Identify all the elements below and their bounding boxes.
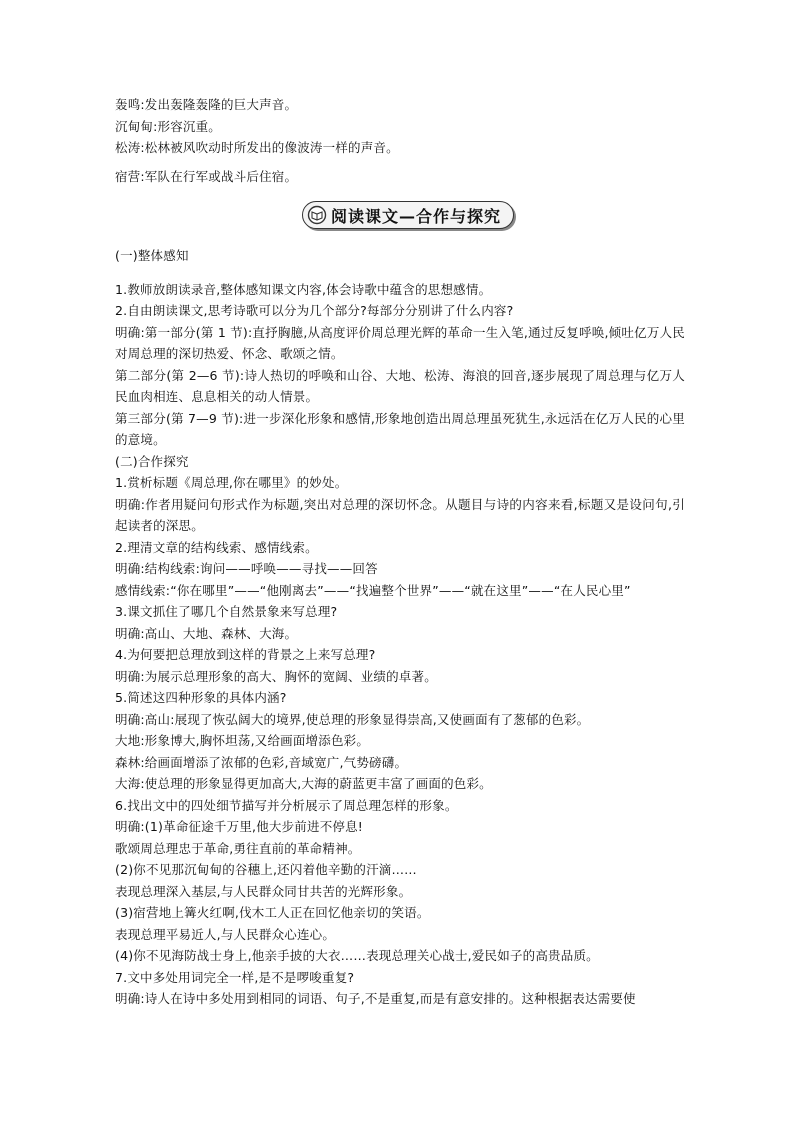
answer: 第二部分(第 2—6 节):诗人热切的呼唤和山谷、大地、松涛、海浪的回音,逐步展现了周总理与亿万人民血肉相连、息息相关的动人情景。 [115, 367, 685, 404]
answer: 明确:诗人在诗中多处用到相同的词语、句子,不是重复,而是有意安排的。这种根据表达需要使 [115, 991, 636, 1006]
answer: 明确:(1)革命征途千万里,他大步前进不停息! [115, 819, 364, 834]
question: 6.找出文中的四处细节描写并分析展示了周总理怎样的形象。 [115, 797, 458, 813]
vocab-entry: 轰鸣:发出轰隆轰隆的巨大声音。 [115, 97, 298, 112]
document-body [115, 94, 685, 1010]
answer: 明确:结构线索:询问——呼唤——寻找——回答 [115, 561, 378, 576]
section-banner [115, 201, 685, 231]
question: 2.理清文章的结构线索、感情线索。 [115, 539, 318, 555]
subsection-heading: (二)合作探究 [115, 453, 189, 469]
question: 4.为何要把总理放到这样的背景之上来写总理? [115, 647, 376, 662]
question: 2.自由朗读课文,思考诗歌可以分为几个部分?每部分分别讲了什么内容? [115, 303, 514, 318]
question: 1.赏析标题《周总理,你在哪里》的妙处。 [115, 475, 348, 490]
answer: 表现总理平易近人,与人民群众心连心。 [115, 926, 336, 942]
vocab-entry: 宿营:军队在行军或战斗后住宿。 [115, 168, 298, 184]
answer: 明确:第一部分(第 1 节):直抒胸臆,从高度评价周总理光辉的革命一生入笔,通过反复呼唤,倾吐亿万人民对周总理的深切热爱、怀念、歌颂之情。 [115, 324, 685, 361]
question: 7.文中多处用词完全一样,是不是啰唆重复? [115, 969, 355, 985]
vocab-entry: 松涛:松林被风吹动时所发出的像波涛一样的声音。 [115, 140, 399, 155]
answer: 明确:为展示总理形象的高大、胸怀的宽阔、业绩的卓著。 [115, 668, 437, 684]
book-badge-icon [307, 205, 327, 225]
section-banner-title: 阅读课文—合作与探究 [330, 206, 501, 226]
question: 3.课文抓住了哪几个自然景象来写总理? [115, 604, 338, 619]
answer: 歌颂周总理忠于革命,勇往直前的革命精神。 [115, 840, 361, 856]
section-banner-box [302, 201, 514, 229]
answer: (2)你不见那沉甸甸的谷穗上,还闪着他辛勤的汗滴…… [115, 862, 417, 877]
answer: (3)宿营地上篝火红啊,伐木工人正在回忆他亲切的笑语。 [115, 905, 430, 920]
answer: 大海:使总理的形象显得更加高大,大海的蔚蓝更丰富了画面的色彩。 [115, 776, 492, 791]
answer: 表现总理深入基层,与人民群众同甘共苦的光辉形象。 [115, 883, 412, 899]
answer: 森林:给画面增添了浓郁的色彩,音域宽广,气势磅礴。 [115, 754, 408, 770]
question: 1.教师放朗读录音,整体感知课文内容,体会诗歌中蕴含的思想感情。 [115, 281, 492, 297]
vocab-entry: 沉甸甸:形容沉重。 [115, 118, 222, 134]
answer: 大地:形象博大,胸怀坦荡,又给画面增添色彩。 [115, 733, 370, 748]
question: 5.简述这四种形象的具体内涵? [115, 690, 287, 705]
answer: 感情线索:“你在哪里”——“他刚离去”——“找遍整个世界”——“就在这里”——“在人民心里” [115, 582, 631, 598]
answer: 明确:高山、大地、森林、大海。 [115, 625, 298, 641]
answer: 明确:高山:展现了恢弘阔大的境界,使总理的形象显得崇高,又使画面有了葱郁的色彩。 [115, 711, 590, 727]
answer: (4)你不见海防战士身上,他亲手披的大衣……表现总理关心战士,爱民如子的高贵品质。 [115, 948, 599, 963]
subsection-heading: (一)整体感知 [115, 248, 189, 263]
answer: 明确:作者用疑问句形式作为标题,突出对总理的深切怀念。从题目与诗的内容来看,标题又是设问句,引起读者的深思。 [115, 496, 685, 533]
answer: 第三部分(第 7—9 节):进一步深化形象和感情,形象地创造出周总理虽死犹生,永远活在亿万人民的心里的意境。 [115, 410, 685, 447]
